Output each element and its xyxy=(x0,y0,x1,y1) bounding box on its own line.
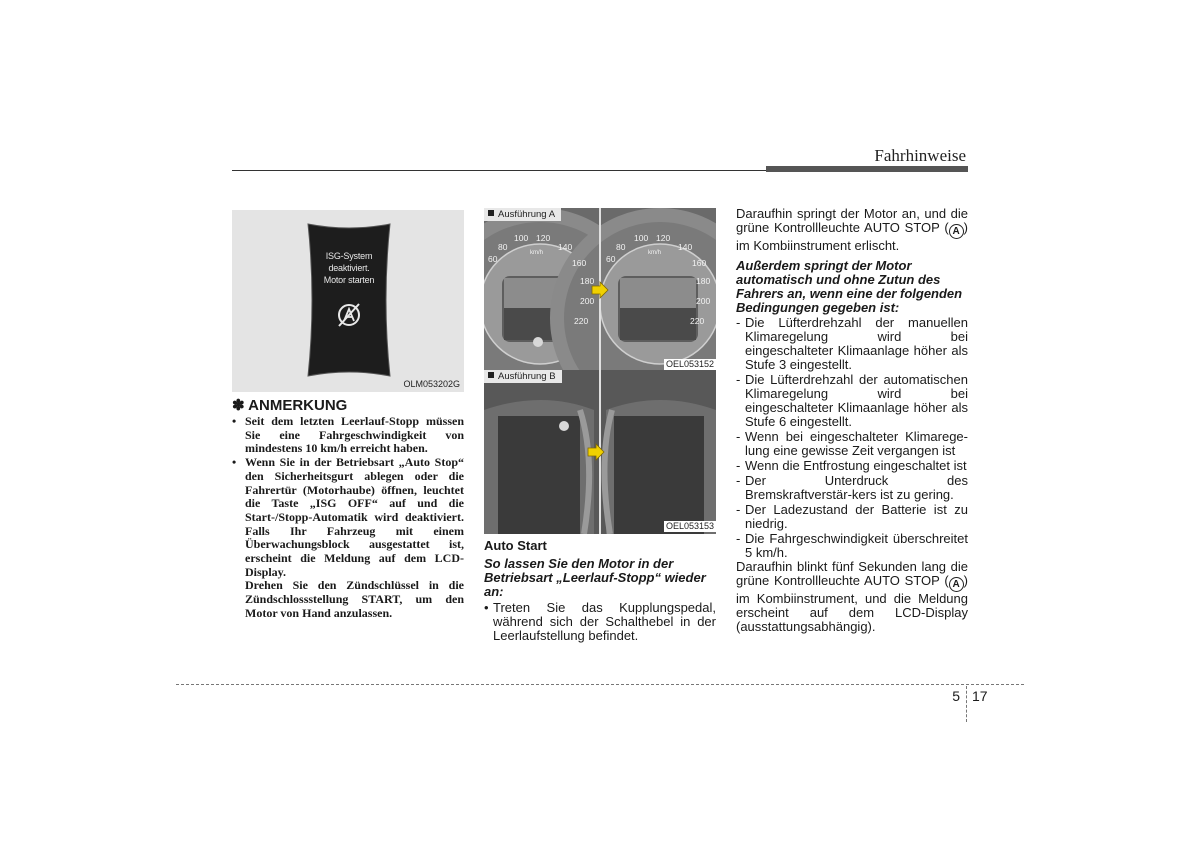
footer-rule xyxy=(176,684,1024,685)
variant-a-label: Ausführung A xyxy=(484,208,561,221)
auto-stop-off-icon xyxy=(334,300,364,330)
header-bar xyxy=(766,166,968,172)
speed-unit: km/h xyxy=(648,250,662,256)
figure-code: OLM053202G xyxy=(403,379,460,389)
list-item: • Treten Sie das Kupplungspedal, während sich der Schalthebel in der Leerlaufstellung befindet. xyxy=(484,601,716,643)
figure-code: OEL053152 xyxy=(665,359,714,369)
auto-start-list xyxy=(484,601,716,643)
section-title: Fahrhinweise xyxy=(874,146,966,165)
note-item: • Seit dem letzten Leerlauf-Stopp müssen Sie eine Fahrgeschwindigkeit von mindestens 10 km/h erreicht haben. xyxy=(232,415,464,456)
cluster-figure-b xyxy=(484,370,716,534)
speed-label: 120 xyxy=(536,233,551,243)
isg-button-text: ISG-System deaktiviert. Motor starten xyxy=(323,251,375,285)
condition-item: - Die Fahrgeschwindigkeit überschreitet 5 km/h. xyxy=(736,532,968,560)
page-number: 17 xyxy=(972,688,988,704)
speed-label: 220 xyxy=(690,316,705,326)
auto-start-heading: Auto Start xyxy=(484,538,547,553)
speed-label: 220 xyxy=(574,316,589,326)
condition-item: - Der Ladezustand der Batterie ist zu niedrig. xyxy=(736,503,968,531)
note-body xyxy=(232,415,464,621)
speedometer-illustration xyxy=(484,208,716,372)
speed-label: 180 xyxy=(696,276,711,286)
footer-divider xyxy=(966,686,967,722)
speed-label: 60 xyxy=(488,254,498,264)
speed-unit: km/h xyxy=(530,250,544,256)
outro-paragraph: Daraufhin blinkt fünf Sekunden lang die grüne Kontrollleuchte AUTO STOP ( A ) im Kombiinstrument, und die Meldung erscheint auf dem LCD-Display (ausstattungsabhängig). xyxy=(736,559,968,634)
auto-stop-icon: A xyxy=(949,577,964,592)
auto-start-subheading: So lassen Sie den Motor in der Betriebsart „Leerlauf-Stopp“ wieder an: xyxy=(484,556,706,599)
section-number: 5 xyxy=(952,688,960,704)
note-heading: ✽ ANMERKUNG xyxy=(232,397,348,414)
speed-label: 180 xyxy=(580,276,595,286)
condition-item: - Wenn die Entfrostung eingeschaltet ist xyxy=(736,459,968,473)
speed-label: 100 xyxy=(634,233,649,243)
intro-paragraph: Daraufhin springt der Motor an, und die grüne Kontrollleuchte AUTO STOP ( A ) im Kombiinstrument erlischt. xyxy=(736,206,968,253)
variant-b-label: Ausführung B xyxy=(484,370,562,383)
speed-label: 200 xyxy=(696,296,711,306)
speed-label: 140 xyxy=(678,242,693,252)
condition-item: - Wenn bei eingeschalteter Klimarege-lung eine gewisse Zeit vergangen ist xyxy=(736,430,968,458)
condition-item: - Die Lüfterdrehzahl der automatischen Klimaregelung wird bei eingeschalteter Klimaanlage höher als Stufe 6 eingestellt. xyxy=(736,373,968,429)
speed-label: 100 xyxy=(514,233,529,243)
note-continuation: Drehen Sie den Zündschlüssel in die Zündschlossstellung START, um den Motor von Hand anzulassen. xyxy=(245,578,464,620)
isg-button-figure xyxy=(232,210,464,392)
cluster-figure-a xyxy=(484,208,716,372)
auto-stop-icon: A xyxy=(949,224,964,239)
conditions-heading: Außerdem springt der Motor automatisch und ohne Zutun des Fahrers an, wenn eine der folgenden Bedingungen gegeben ist: xyxy=(736,258,963,315)
note-item: • Wenn Sie in der Betriebsart „Auto Stop“ den Sicherheitsgurt ablegen oder die Fahrertür (Motorhaube) öffnen, leuchtet die Taste „ISG OFF“ auf und die Start-/Stopp-Automatik wird deaktiviert. Falls Ihr Fahrzeug mit einem Überwachungsblock ausgestattet ist, erscheint die Meldung auf dem LCD-Display. Drehen Sie den Zündschlüssel in die Zündschlossstellung START, um den Motor von Hand anzulassen. xyxy=(232,456,464,620)
condition-item: - Der Unterdruck des Bremskraftverstär-kers ist zu gering. xyxy=(736,474,968,502)
speed-label: 200 xyxy=(580,296,595,306)
speed-label: 160 xyxy=(572,258,587,268)
condition-item: - Die Lüfterdrehzahl der manuellen Klimaregelung wird bei eingeschalteter Klimaanlage höher als Stufe 3 eingestellt. xyxy=(736,316,968,372)
speed-label: 80 xyxy=(616,242,626,252)
header-rule xyxy=(232,170,766,171)
speed-label: 160 xyxy=(692,258,707,268)
figure-code: OEL053153 xyxy=(665,521,714,531)
right-column xyxy=(736,207,968,634)
speed-label: 140 xyxy=(558,242,573,252)
speed-label: 60 xyxy=(606,254,616,264)
speed-label: 120 xyxy=(656,233,671,243)
lcd-cluster-illustration xyxy=(484,370,716,534)
speed-label: 80 xyxy=(498,242,508,252)
